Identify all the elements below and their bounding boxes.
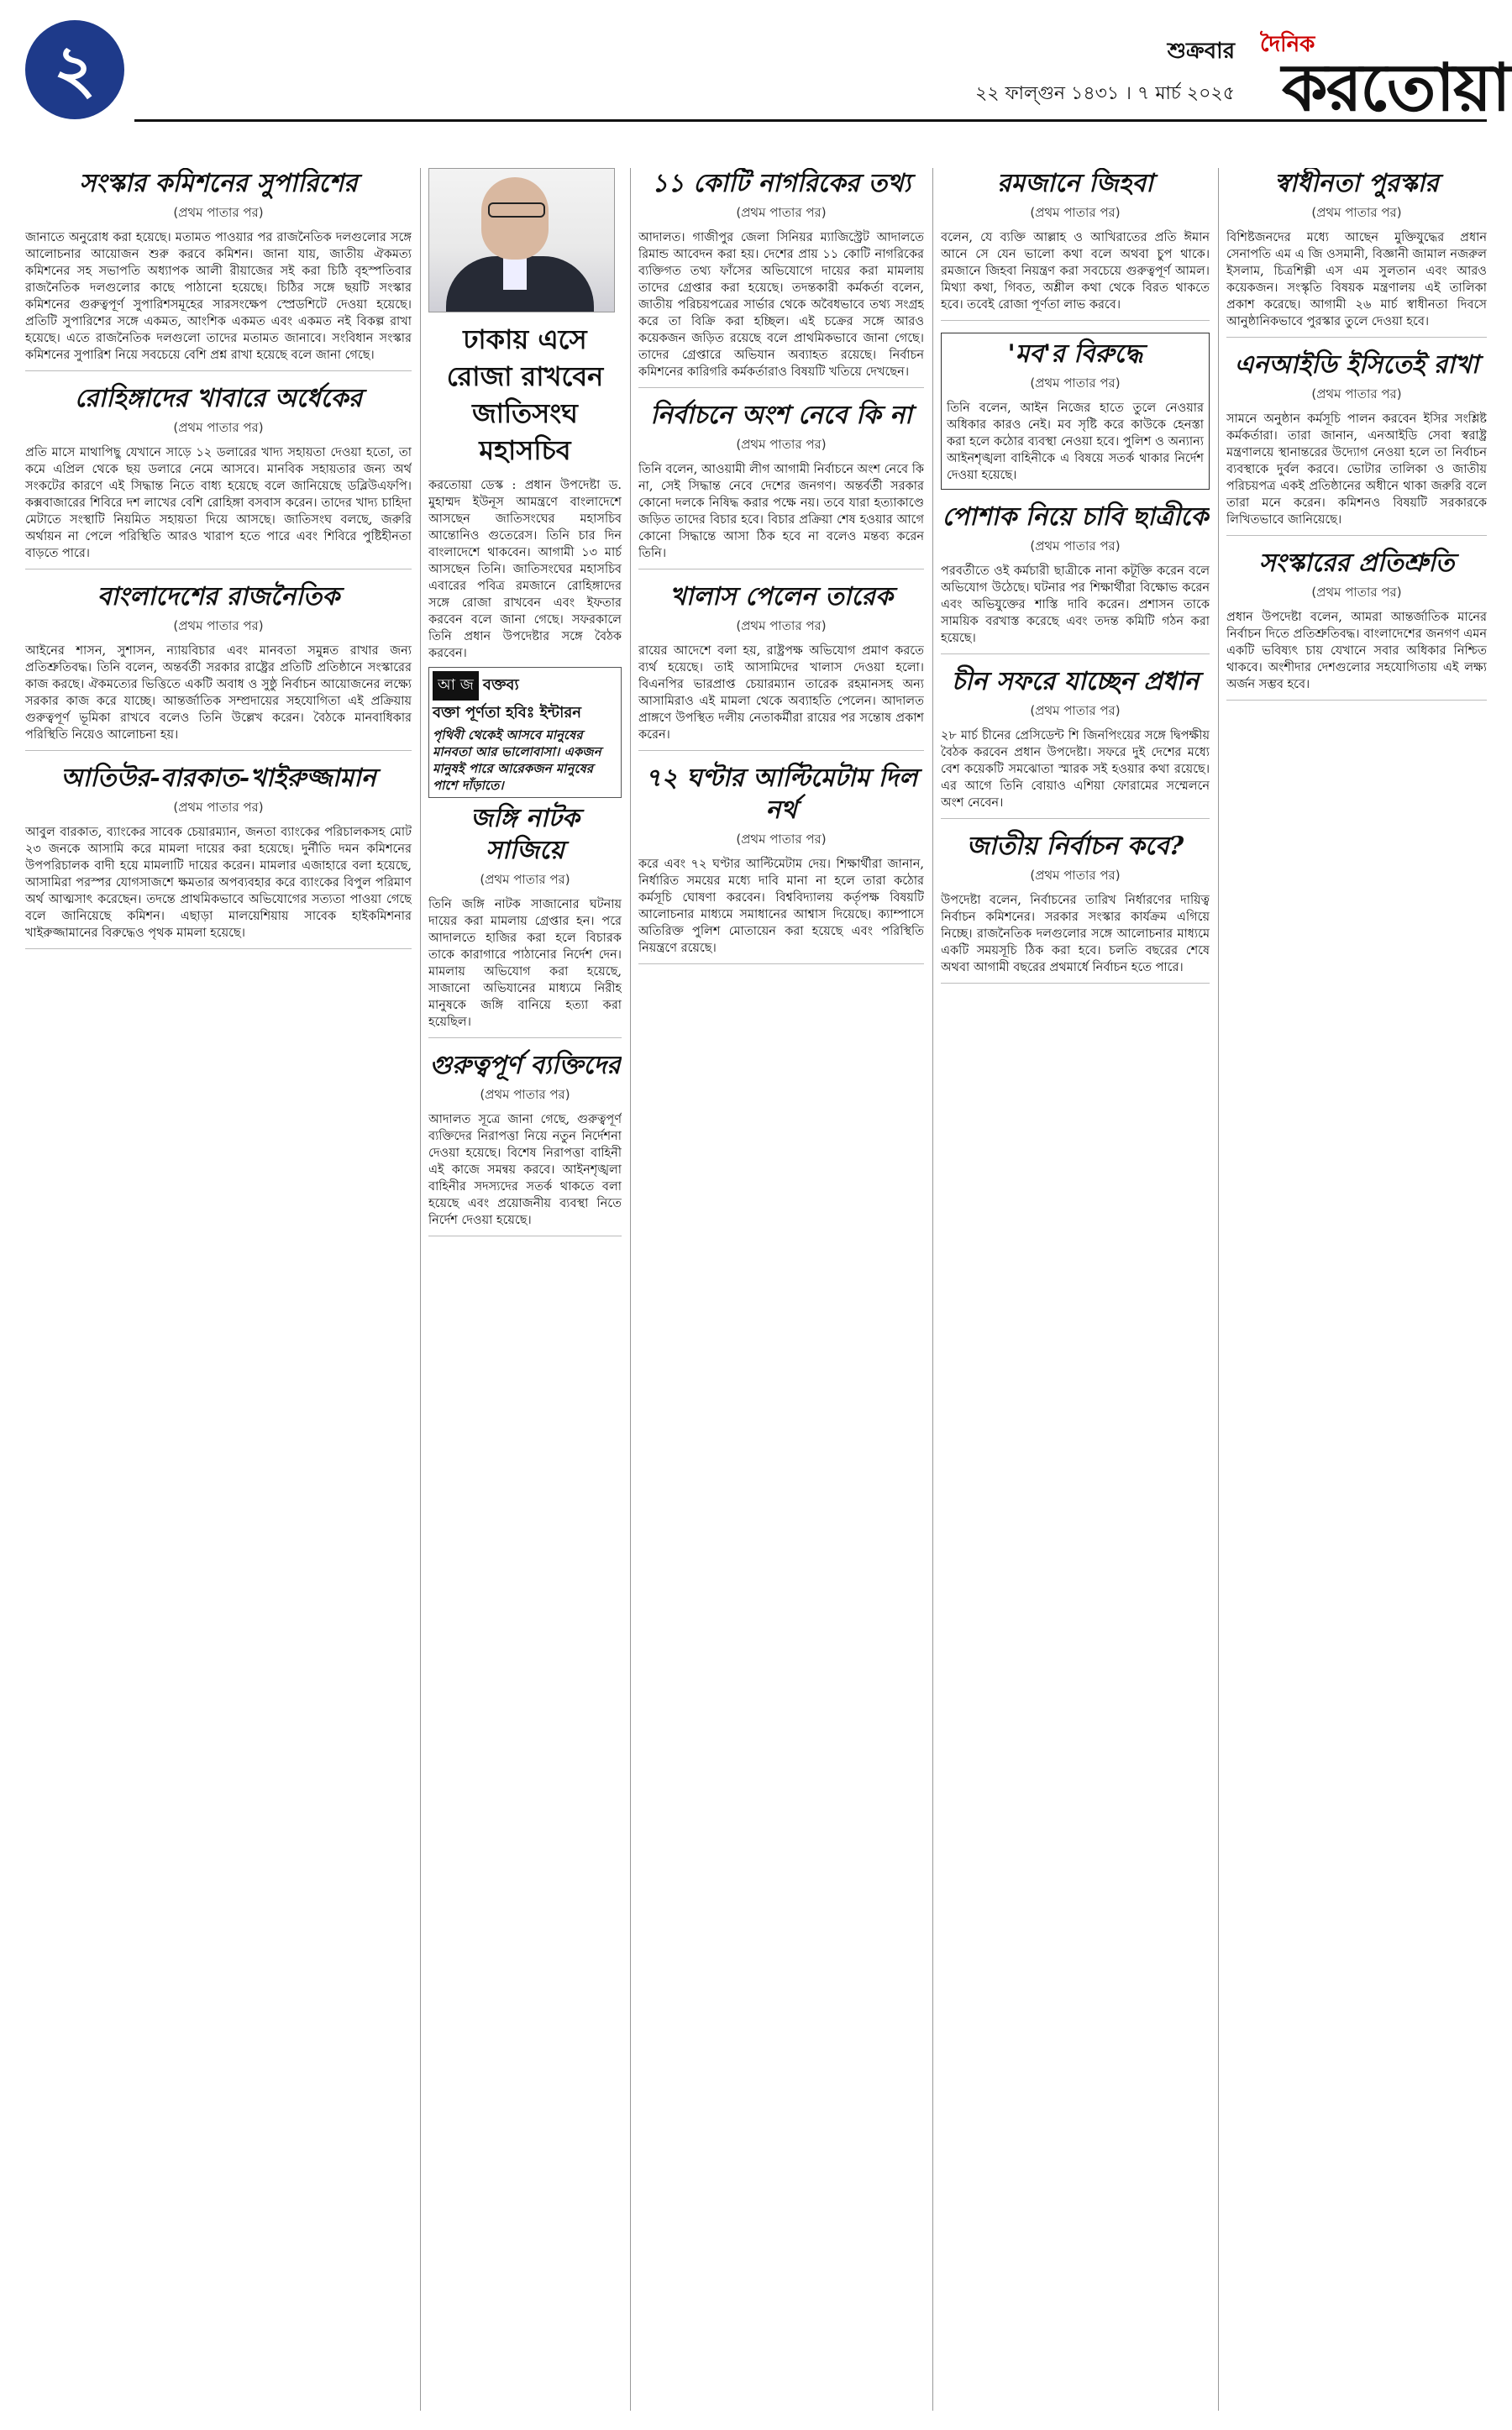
column-divider bbox=[420, 168, 421, 2411]
article bbox=[941, 831, 1210, 984]
headline: আতিউর-বারকাত-খাইরুজ্জামান bbox=[60, 764, 376, 793]
page-header bbox=[25, 15, 1509, 158]
continued-label: (প্রথম পাতার পর) bbox=[1311, 386, 1402, 402]
headline: সংস্কার কমিশনের সুপারিশের bbox=[79, 169, 358, 198]
article bbox=[1226, 548, 1487, 701]
continued-label: (প্রথম পাতার পর) bbox=[173, 618, 264, 633]
continued-label: (প্রথম পাতার পর) bbox=[736, 618, 827, 633]
column-divider bbox=[932, 168, 933, 2411]
article-body: রায়ের আদেশে বলা হয়, রাষ্ট্রপক্ষ অভিযোগ প্রমাণ করতে ব্যর্থ হয়েছে। তাই আসামিদের খালাস দেওয়া হলো। বিএনপির ভারপ্রাপ্ত চেয়ারম্যান তারেক রহমানসহ অন্য আসামিরাও এই মামলা থেকে অব্যাহতি পেলেন। আদালত প্রাঙ্গণে উপস্থিত দলীয় নেতাকর্মীরা রায়ের পর সন্তোষ প্রকাশ করেন। bbox=[638, 644, 924, 742]
continued-label: (প্রথম পাতার পর) bbox=[173, 800, 264, 815]
article bbox=[941, 333, 1210, 490]
logo-big: করতোয়া bbox=[1282, 50, 1509, 126]
weekday: শুক্রবার bbox=[1167, 39, 1235, 64]
headline: খালাস পেলেন তারেক bbox=[669, 582, 893, 611]
article-body: বিশিষ্টজনদের মধ্যে আছেন মুক্তিযুদ্ধের প্রধান সেনাপতি এম এ জি ওসমানী, বিজ্ঞানী জামাল নজরুল ইসলাম, চিত্রশিল্পী এস এম সুলতান এবং আরও কয়েকজন। সংস্কৃতি বিষয়ক মন্ত্রণালয় এই তালিকা প্রকাশ করেছে। আগামী ২৬ মার্চ স্বাধীনতা দিবসে আনুষ্ঠানিকভাবে পুরস্কার তুলে দেওয়া হবে। bbox=[1226, 231, 1487, 328]
column-2 bbox=[428, 168, 622, 2411]
article-body: তিনি জঙ্গি নাটক সাজানোর ঘটনায় দায়ের করা মামলায় গ্রেপ্তার হন। পরে আদালতে হাজির করা হলে বিচারক তাকে কারাগারে পাঠানোর নির্দেশ দেন। মামলায় অভিযোগ করা হয়েছে, সাজানো অভিযানের মাধ্যমে নিরীহ মানুষকে জঙ্গি বানিয়ে হত্যা করা হয়েছিল। bbox=[428, 898, 622, 1029]
article-body: আদালত সূত্রে জানা গেছে, গুরুত্বপূর্ণ ব্যক্তিদের নিরাপত্তা নিয়ে নতুন নির্দেশনা দেওয়া হয়েছে। বিশেষ নিরাপত্তা বাহিনী এই কাজে সমন্বয় করবে। আইনশৃঙ্খলা বাহিনীর সদস্যদের সতর্ক থাকতে বলা হয়েছে এবং প্রয়োজনীয় ব্যবস্থা নিতে নির্দেশ দেওয়া হয়েছে। bbox=[428, 1113, 622, 1227]
headline: সংস্কারের প্রতিশ্রুতি bbox=[1258, 548, 1455, 578]
headline: ১১ কোটি নাগরিকের তথ্য bbox=[651, 169, 911, 198]
headline: গুরুত্বপূর্ণ ব্যক্তিদের bbox=[429, 1051, 621, 1080]
article-body: সামনে অনুষ্ঠান কর্মসূচি পালন করবেন ইসির সংশ্লিষ্ট কর্মকর্তারা। তারা জানান, এনআইডি সেবা স্বরাষ্ট্র মন্ত্রণালয়ে স্থানান্তরের উদ্যোগ নেওয়া হলে তা নির্বাচন ব্যবস্থাকে দুর্বল করবে। ভোটার তালিকা ও জাতীয় পরিচয়পত্র একই প্রতিষ্ঠানের অধীনে থাকা জরুরি বলে তারা মনে করেন। কমিশনও বিষয়টি সরকারকে লিখিতভাবে জানিয়েছে। bbox=[1226, 412, 1487, 527]
portrait-photo bbox=[428, 168, 615, 312]
article-body: আবুল বারকাত, ব্যাংকের সাবেক চেয়ারম্যান, জনতা ব্যাংকের পরিচালকসহ মোট ২৩ জনকে আসামি করে মামলা দায়ের করা হয়েছে। দুর্নীতি দমন কমিশনের উপপরিচালক বাদী হয়ে মামলাটি দায়ের করেন। মামলার এজাহারে বলা হয়েছে, আসামিরা পরস্পর যোগসাজশে ক্ষমতার অপব্যবহার করে ব্যাংকের বিপুল পরিমাণ অর্থ আত্মসাৎ করেছেন। তদন্তে প্রাথমিকভাবে অভিযোগের সত্যতা পাওয়া গেছে বলে জানিয়েছে কমিশন। এছাড়া মালয়েশিয়ায় সাবেক হাইকমিশনার খাইরুজ্জামানের বিরুদ্ধেও পৃথক মামলা হয়েছে। bbox=[25, 826, 412, 940]
continued-label: (প্রথম পাতার পর) bbox=[1311, 585, 1402, 600]
article bbox=[638, 581, 924, 751]
column-1 bbox=[25, 168, 412, 2411]
headline: এনআইডি ইসিতেই রাখা bbox=[1234, 350, 1479, 380]
photo-glasses bbox=[488, 202, 545, 218]
article bbox=[25, 168, 412, 371]
continued-label: (প্রথম পাতার পর) bbox=[480, 1087, 570, 1102]
article bbox=[25, 763, 412, 949]
article bbox=[1226, 168, 1487, 338]
article-body: করতোয়া ডেস্ক : প্রধান উপদেষ্টা ড. মুহাম্মদ ইউনূস আমন্ত্রণে বাংলাদেশে আসছেন জাতিসংঘের মহাসচিব আন্তোনিও গুতেরেস। তিনি চার দিন বাংলাদেশে থাকবেন। আগামী ১৩ মার্চ আসছেন তিনি। জাতিসংঘের মহাসচিব এবারের পবিত্র রমজানে রোহিঙ্গাদের সঙ্গে রোজা রাখবেন এবং ইফতার করবেন বলে জানা গেছে। সফরকালে তিনি প্রধান উপদেষ্টার সঙ্গে বৈঠক করবেন। bbox=[428, 479, 622, 660]
quote-label: বক্তব্য bbox=[482, 676, 519, 694]
quote-box bbox=[428, 667, 622, 798]
article-body: প্রতি মাসে মাথাপিছু যেখানে সাড়ে ১২ ডলারের খাদ্য সহায়তা দেওয়া হতো, তা কমে এপ্রিল থেকে ছয় ডলারে নেমে আসবে। মানবিক সহায়তার জন্য অর্থ সংকটের কারণে এই সিদ্ধান্ত নিতে বাধ্য হয়েছে বলে জানিয়েছে ডব্লিউএফপি। কক্সবাজারের শিবিরে দশ লাখের বেশি রোহিঙ্গা বসবাস করেন। তাদের খাদ্য চাহিদা মেটাতে সংস্থাটি নিয়মিত সহায়তা দিয়ে আসছে। জাতিসংঘ বলছে, জরুরি অর্থায়ন না পেলে পরিস্থিতি আরও খারাপ হতে পারে এবং শিবিরে পুষ্টিহীনতা বাড়তে পারে। bbox=[25, 446, 412, 560]
article bbox=[25, 383, 412, 569]
headline: নির্বাচনে অংশ নেবে কি না bbox=[650, 401, 912, 430]
article-body: প্রধান উপদেষ্টা বলেন, আমরা আন্তর্জাতিক মানের নির্বাচন দিতে প্রতিশ্রুতিবদ্ধ। বাংলাদেশের জনগণ এমন একটি ভবিষ্যৎ চায় যেখানে সবার অধিকার নিশ্চিত থাকবে। অংশীদার দেশগুলোর সহযোগিতায় এই লক্ষ্য অর্জন সম্ভব হবে। bbox=[1226, 611, 1487, 691]
photo-head bbox=[481, 177, 549, 260]
article bbox=[25, 581, 412, 751]
article bbox=[941, 666, 1210, 819]
quote-title: বক্তা পূর্ণতা হবিঃ ইন্টারন bbox=[433, 704, 581, 722]
headline: পোশাক নিয়ে চাবি ছাত্রীকে bbox=[942, 502, 1209, 532]
article-body: তিনি বলেন, আওয়ামী লীগ আগামী নির্বাচনে অংশ নেবে কি না, সেই সিদ্ধান্ত নেবে দেশের জনগণ। অন্তর্বর্তী সরকার কোনো দলকে নিষিদ্ধ করার পক্ষে নয়। তবে যারা হত্যাকাণ্ডে জড়িত তাদের বিচার হবে। বিচার প্রক্রিয়া শেষ হওয়ার আগে কোনো সিদ্ধান্তে আসা ঠিক হবে না বলেও মন্তব্য করেন তিনি। bbox=[638, 463, 924, 560]
headline: রোহিঙ্গাদের খাবারে অর্ধেকের bbox=[74, 384, 363, 413]
headline: রমজানে জিহবা bbox=[997, 169, 1153, 198]
article-body: পরবর্তীতে ওই কর্মচারী ছাত্রীকে নানা কটূক্তি করেন বলে অভিযোগ উঠেছে। ঘটনার পর শিক্ষার্থীরা বিক্ষোভ করেন এবং অভিযুক্তের শাস্তি দাবি করেন। প্রশাসন তাকে সাময়িক বরখাস্ত করেছে এবং তদন্ত কমিটি গঠন করা হয়েছে। bbox=[941, 564, 1210, 645]
quote-text: পৃথিবী থেকেই আসবে মানুষের মানবতা আর ভালোবাসা। একজন মানুষই পারে আরেকজন মানুষের পাশে দাঁড়াতে। bbox=[433, 727, 601, 793]
quote-tag: আ জ bbox=[433, 671, 479, 701]
article bbox=[941, 501, 1210, 654]
continued-label: (প্রথম পাতার পর) bbox=[736, 205, 827, 220]
column-3 bbox=[638, 168, 924, 2411]
article bbox=[941, 168, 1210, 321]
headline: 'মব'র বিরুদ্ধে bbox=[1007, 339, 1143, 369]
newspaper-logo bbox=[1260, 20, 1509, 126]
column-divider bbox=[630, 168, 631, 2411]
article-body: ২৮ মার্চ চীনের প্রেসিডেন্ট শি জিনপিংয়ের সঙ্গে দ্বিপক্ষীয় বৈঠক করবেন প্রধান উপদেষ্টা। সফরে দুই দেশের মধ্যে বেশ কয়েকটি সমঝোতা স্মারক সই হওয়ার কথা রয়েছে। এর আগে তিনি বোয়াও এশিয়া ফোরামের সম্মেলনে অংশ নেবেন। bbox=[941, 729, 1210, 810]
continued-label: (প্রথম পাতার পর) bbox=[480, 872, 570, 887]
callout-headline: ঢাকায় এসে রোজা রাখবেন জাতিসংঘ মহাসচিব bbox=[446, 323, 604, 466]
article-body: উপদেষ্টা বলেন, নির্বাচনের তারিখ নির্ধারণের দায়িত্ব নির্বাচন কমিশনের। সরকার সংস্কার কার্যক্রম এগিয়ে নিচ্ছে। রাজনৈতিক দলগুলোর সঙ্গে আলোচনার মাধ্যমে একটি সময়সূচি ঠিক করা হবে। চলতি বছরের শেষে অথবা আগামী বছরের প্রথমার্ধে নির্বাচন হতে পারে। bbox=[941, 894, 1210, 974]
column-5 bbox=[1226, 168, 1487, 2411]
column-divider bbox=[1218, 168, 1219, 2411]
continued-label: (প্রথম পাতার পর) bbox=[1311, 205, 1402, 220]
headline: স্বাধীনতা পুরস্কার bbox=[1274, 169, 1439, 198]
article-body: আদালত। গাজীপুর জেলা সিনিয়র ম্যাজিস্ট্রেট আদালতে রিমান্ড আবেদন করা হয়। দেশের প্রায় ১১ কোটি নাগরিকের ব্যক্তিগত তথ্য ফাঁসের অভিযোগে দায়ের করা মামলায় তাদের গ্রেপ্তার করা হয়েছে। তদন্তকারী কর্মকর্তা বলেন, জাতীয় পরিচয়পত্রের সার্ভার থেকে অবৈধভাবে তথ্য সংগ্রহ করে তা বিক্রি করা হচ্ছিল। এই চক্রের সঙ্গে আরও কয়েকজন জড়িত রয়েছে বলে প্রাথমিকভাবে জানা গেছে। তাদের গ্রেপ্তারে অভিযান অব্যাহত রয়েছে। নির্বাচন কমিশনের কারিগরি কর্মকর্তারাও বিষয়টি খতিয়ে দেখছেন। bbox=[638, 231, 924, 379]
continued-label: (প্রথম পাতার পর) bbox=[1030, 205, 1121, 220]
photo-shirt bbox=[503, 256, 527, 290]
headline: জঙ্গি নাটক সাজিয়ে bbox=[470, 804, 580, 865]
article-body: করে এবং ৭২ ঘণ্টার আল্টিমেটাম দেয়। শিক্ষার্থীরা জানান, নির্ধারিত সময়ের মধ্যে দাবি মানা না হলে তারা কঠোর কর্মসূচি ঘোষণা করবেন। বিশ্ববিদ্যালয় কর্তৃপক্ষ বিষয়টি আলোচনার মাধ্যমে সমাধানের আশ্বাস দিয়েছে। ক্যাম্পাসে অতিরিক্ত পুলিশ মোতায়েন করা হয়েছে এবং পরিস্থিতি নিয়ন্ত্রণে রয়েছে। bbox=[638, 858, 924, 955]
continued-label: (প্রথম পাতার পর) bbox=[1030, 703, 1121, 718]
article bbox=[428, 1050, 622, 1236]
continued-label: (প্রথম পাতার পর) bbox=[173, 420, 264, 435]
continued-label: (প্রথম পাতার পর) bbox=[173, 205, 264, 220]
continued-label: (প্রথম পাতার পর) bbox=[1030, 538, 1121, 554]
article-body: তিনি বলেন, আইন নিজের হাতে তুলে নেওয়ার অধিকার কারও নেই। মব সৃষ্টি করে কাউকে হেনস্তা করা হলে কঠোর ব্যবস্থা নেওয়া হবে। পুলিশ ও অন্যান্য আইনশৃঙ্খলা বাহিনীকে এ বিষয়ে সতর্ক থাকার নির্দেশ দেওয়া হয়েছে। bbox=[947, 402, 1204, 482]
continued-label: (প্রথম পাতার পর) bbox=[736, 832, 827, 847]
headline: ৭২ ঘণ্টার আল্টিমেটাম দিল নর্থ bbox=[644, 764, 918, 825]
page-number: ২ bbox=[25, 20, 124, 119]
article-body: জানাতে অনুরোধ করা হয়েছে। মতামত পাওয়ার পর রাজনৈতিক দলগুলোর সঙ্গে আলোচনার আয়োজন শুরু করবে কমিশন। জানা যায়, জাতীয় ঐকমত্য কমিশনের সহ সভাপতি অধ্যাপক আলী রীয়াজের সই করা চিঠি বৃহস্পতিবার রাজনৈতিক দলগুলোর কাছে পাঠানো হয়েছে। চিঠির সঙ্গে ছয়টি সংস্কার কমিশনের গুরুত্বপূর্ণ সুপারিশসমূহের সারসংক্ষেপ স্প্রেডশিটে দেওয়া হয়েছে। প্রতিটি সুপারিশের সঙ্গে একমত, আংশিক একমত এবং একমত নই বিকল্প রাখা হয়েছে। এতে রাজনৈতিক দলগুলো তাদের মতামত জানাবে। সংবিধান সংস্কার কমিশনের সুপারিশ নিয়ে সবচেয়ে বেশি প্রশ্ন রাখা হয়েছে বলে জানা গেছে। bbox=[25, 231, 412, 362]
headline: চীন সফরে যাচ্ছেন প্রধান bbox=[951, 667, 1200, 696]
headline: বাংলাদেশের রাজনৈতিক bbox=[97, 582, 340, 611]
date-line: ২২ ফাল্গুন ১৪৩১ । ৭ মার্চ ২০২৫ bbox=[974, 83, 1235, 104]
article bbox=[428, 803, 622, 1038]
article bbox=[638, 763, 924, 964]
article-body: আইনের শাসন, সুশাসন, ন্যায়বিচার এবং মানবতা সমুন্নত রাখার জন্য প্রতিশ্রুতিবদ্ধ। তিনি বলেন, অন্তর্বর্তী সরকার রাষ্ট্রের প্রতিটি প্রতিষ্ঠানে সংস্কারের কাজ করছে। ঐকমত্যের ভিত্তিতে একটি অবাধ ও সুষ্ঠু নির্বাচন আয়োজনের লক্ষ্যে সরকার কাজ করে যাচ্ছে। আন্তর্জাতিক সম্প্রদায়ের সহযোগিতা এই প্রক্রিয়ায় গুরুত্বপূর্ণ ভূমিকা রাখবে বলেও তিনি উল্লেখ করেন। বৈঠকে মানবাধিকার পরিস্থিতি নিয়েও আলোচনা হয়। bbox=[25, 644, 412, 742]
article bbox=[638, 168, 924, 388]
article bbox=[1226, 349, 1487, 536]
article-body: বলেন, যে ব্যক্তি আল্লাহ ও আখিরাতের প্রতি ঈমান আনে সে যেন ভালো কথা বলে অথবা চুপ থাকে। রমজানে জিহবা নিয়ন্ত্রণ করা সবচেয়ে গুরুত্বপূর্ণ আমল। মিথ্যা কথা, গিবত, অশ্লীল কথা থেকে বিরত থাকতে হবে। তবেই রোজা পূর্ণতা লাভ করবে। bbox=[941, 231, 1210, 312]
continued-label: (প্রথম পাতার পর) bbox=[1030, 868, 1121, 883]
headline: জাতীয় নির্বাচন কবে? bbox=[966, 832, 1184, 861]
column-4 bbox=[941, 168, 1210, 2411]
article bbox=[638, 400, 924, 569]
logo-small: দৈনিক bbox=[1260, 32, 1315, 57]
header-rule bbox=[134, 119, 1487, 122]
continued-label: (প্রথম পাতার পর) bbox=[736, 437, 827, 452]
continued-label: (প্রথম পাতার পর) bbox=[1030, 375, 1121, 391]
